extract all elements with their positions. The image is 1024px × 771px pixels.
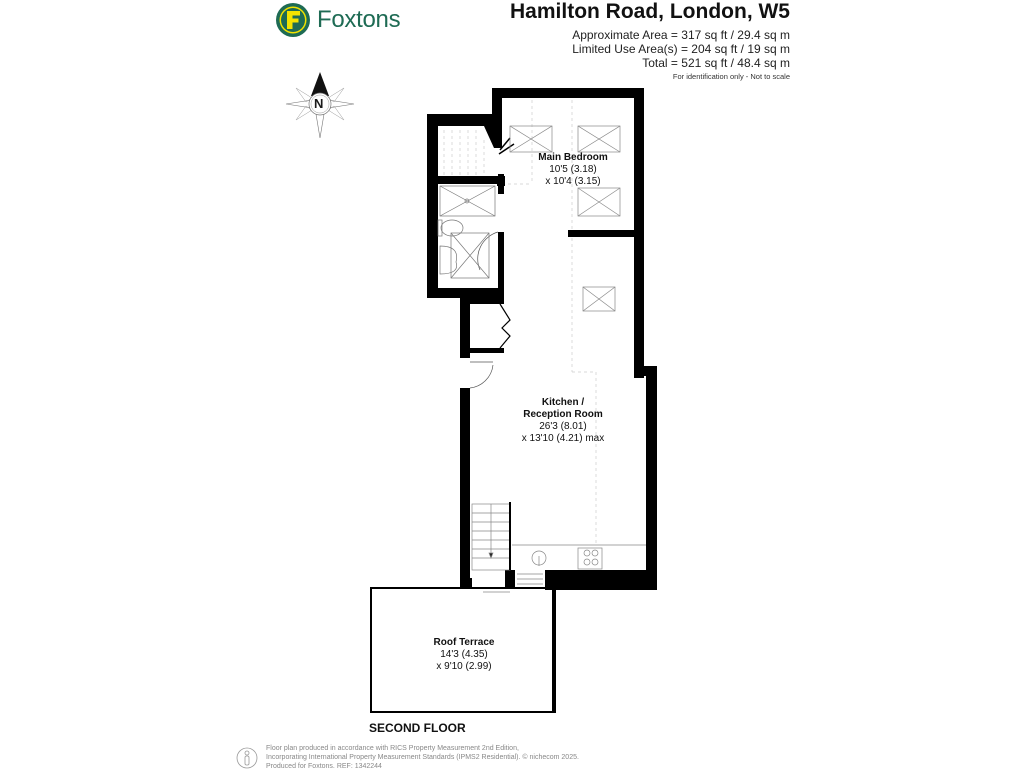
person-badge-icon	[236, 747, 258, 769]
limited-use-area: Limited Use Area(s) = 204 sq ft / 19 sq m	[572, 42, 790, 56]
footer-text: Floor plan produced in accordance with RICS Property Measurement 2nd Edition, Incorporating International Property Measurement Standards (IPMS2 Residential). © nichecom 2025. Produced for Foxtons. REF: 1342244	[266, 745, 579, 770]
kitchen-counter	[512, 545, 646, 569]
property-title: Hamilton Road, London, W5	[510, 0, 790, 23]
room-label-main-bedroom: Main Bedroom 10'5 (3.18) x 10'4 (3.15)	[538, 152, 608, 187]
room-label-roof-terrace: Roof Terrace 14'3 (4.35) x 9'10 (2.99)	[433, 637, 495, 672]
room-label-kitchen-reception: Kitchen / Reception Room 26'3 (8.01) x 13'10 (4.21) max	[521, 397, 605, 444]
bathroom-fixtures	[438, 186, 495, 278]
floor-label: SECOND FLOOR	[369, 721, 466, 735]
footer	[236, 744, 579, 771]
brand-name: Foxtons	[317, 6, 401, 33]
compass-north-label: N	[314, 96, 324, 111]
total-area: Total = 521 sq ft / 48.4 sq m	[642, 56, 790, 70]
scale-note: For identification only - Not to scale	[672, 72, 790, 81]
approximate-area: Approximate Area = 317 sq ft / 29.4 sq m	[572, 28, 790, 42]
